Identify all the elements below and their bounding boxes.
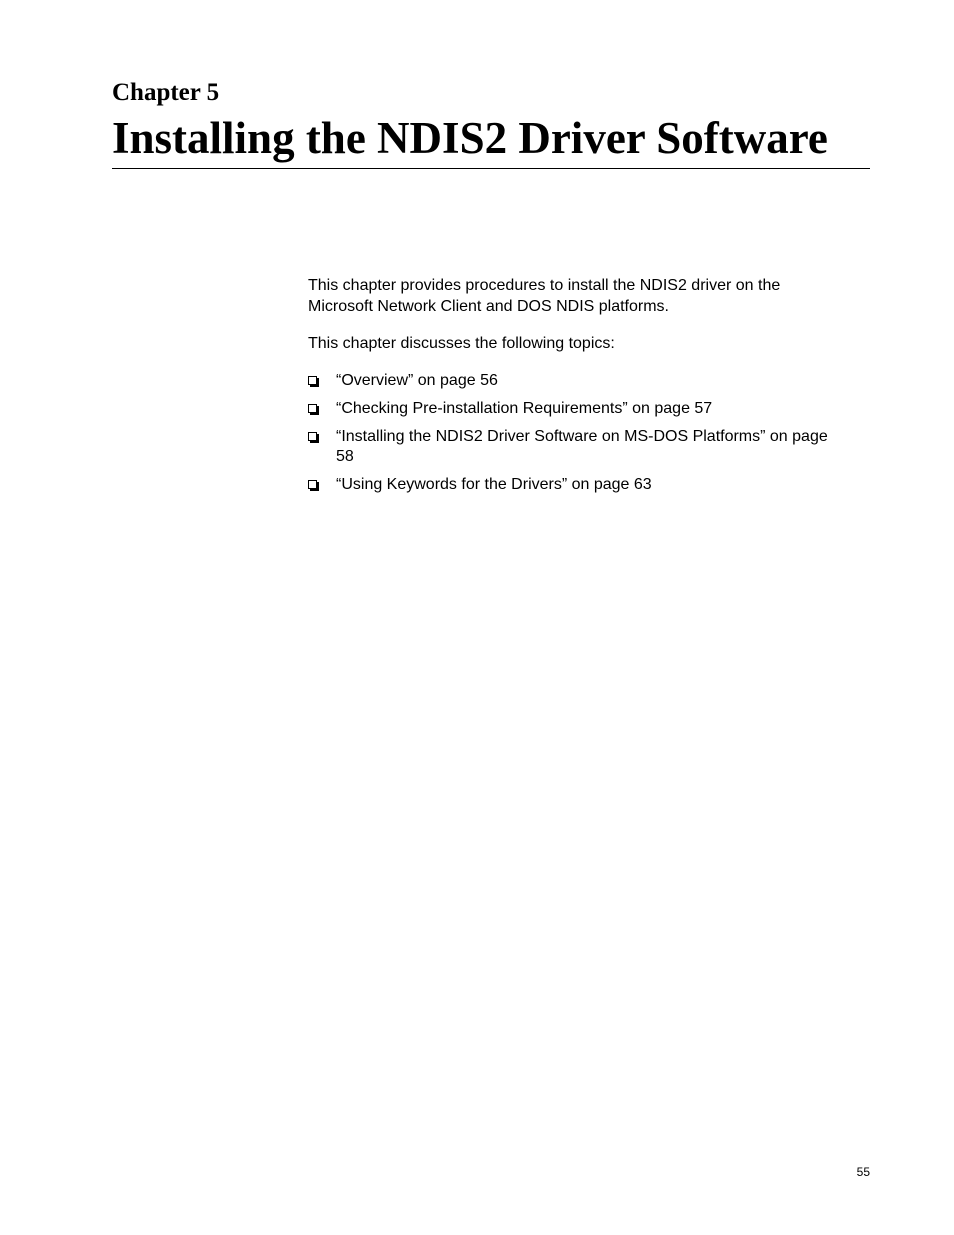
topic-list-item[interactable] [308,399,848,419]
topic-list [308,371,848,503]
topic-list-item[interactable] [308,427,848,467]
page-number: 55 [856,1165,870,1179]
topic-list-item[interactable] [308,475,848,495]
topics-intro-paragraph: This chapter discusses the following topics: [308,335,615,352]
topic-link[interactable]: “Installing the NDIS2 Driver Software on MS-DOS Platforms” on page 58 [336,428,828,465]
topic-link[interactable]: “Checking Pre-installation Requirements” on page 57 [336,400,713,417]
chapter-label: Chapter 5 [112,79,220,106]
topic-link[interactable]: “Using Keywords for the Drivers” on page 63 [336,476,652,493]
square-bullet-icon [308,480,317,489]
square-bullet-icon [308,376,317,385]
square-bullet-icon [308,404,317,413]
topic-link[interactable]: “Overview” on page 56 [336,372,498,389]
square-bullet-icon [308,432,317,441]
topic-list-item[interactable] [308,371,848,391]
title-rule [112,168,870,169]
chapter-title: Installing the NDIS2 Driver Software [112,113,828,163]
intro-paragraph: This chapter provides procedures to install the NDIS2 driver on the Microsoft Network Client and DOS NDIS platforms. [308,277,781,315]
